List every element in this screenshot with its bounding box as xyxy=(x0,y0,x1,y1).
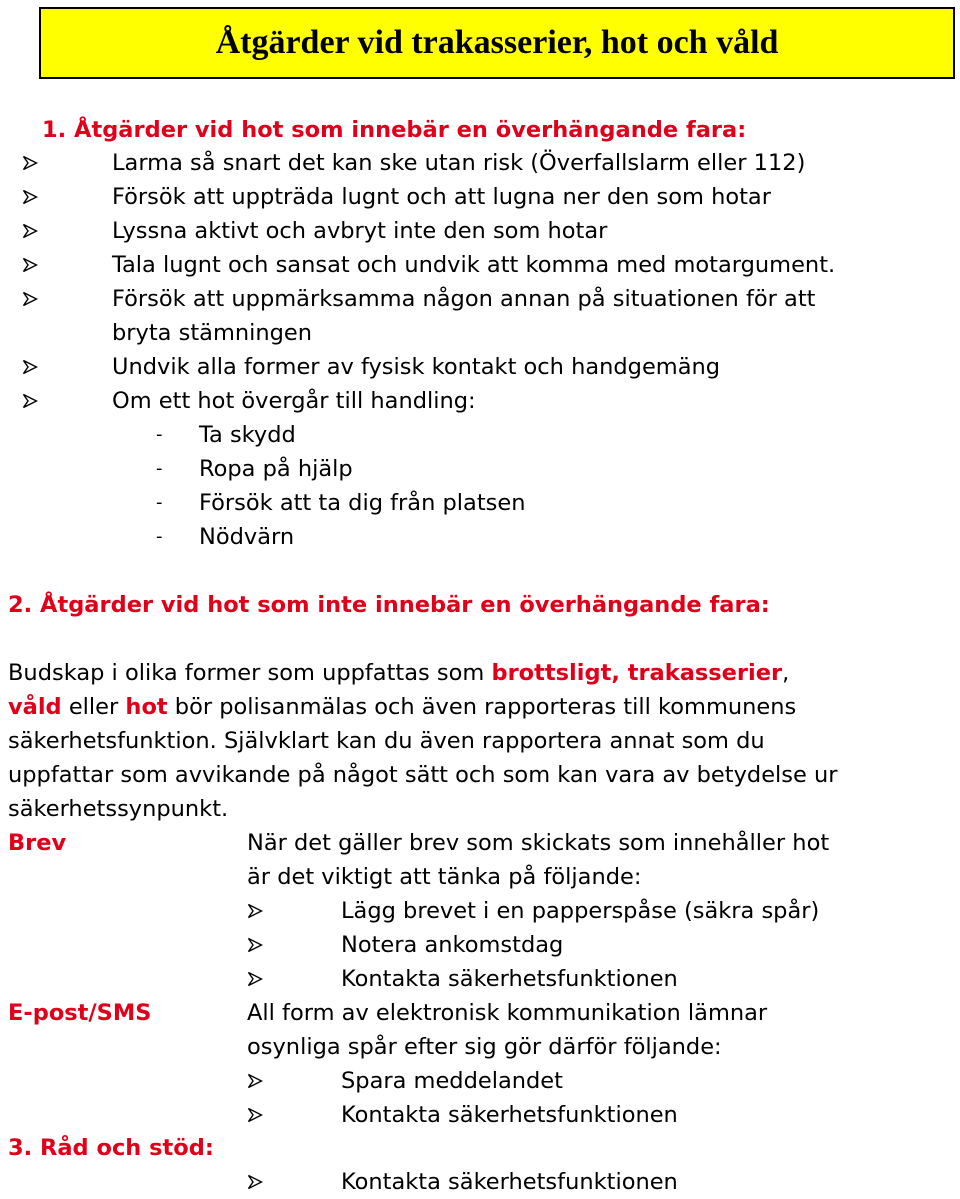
paragraph-text: eller xyxy=(61,694,126,720)
section1-bullet: Lyssna aktivt och avbryt inte den som hotar xyxy=(112,218,608,244)
arrowhead-bullet-icon xyxy=(247,971,263,987)
section1-subitem: Ropa på hjälp xyxy=(199,456,353,482)
section1-bullet: Försök att uppträda lugnt och att lugna ner den som hotar xyxy=(112,184,771,210)
brev-text: När det gäller brev som skickats som innehåller hot xyxy=(247,830,830,856)
section1-bullet: Undvik alla former av fysisk kontakt och handgemäng xyxy=(112,354,721,380)
section2-paragraph-line: säkerhetssynpunkt. xyxy=(8,796,229,822)
arrowhead-bullet-icon xyxy=(22,359,38,375)
section1-bullet-continuation: bryta stämningen xyxy=(112,320,313,346)
section1-heading: 1. Åtgärder vid hot som innebär en överhängande fara: xyxy=(42,117,747,143)
section3-bullet: Kontakta säkerhetsfunktionen xyxy=(341,1169,678,1195)
arrowhead-bullet-icon xyxy=(247,1073,263,1089)
section2-paragraph-line xyxy=(8,656,789,690)
arrowhead-bullet-icon xyxy=(247,1174,263,1190)
arrowhead-bullet-icon xyxy=(22,257,38,273)
arrowhead-bullet-icon xyxy=(22,393,38,409)
emphasis-crime: brottsligt, trakasserier xyxy=(491,660,783,686)
page-title: Åtgärder vid trakasserier, hot och våld xyxy=(215,24,779,61)
emphasis-violence: våld xyxy=(8,694,62,720)
title-box xyxy=(39,7,955,79)
section1-bullet: Larma så snart det kan ske utan risk (Överfallslarm eller 112) xyxy=(112,150,806,176)
brev-text: är det viktigt att tänka på följande: xyxy=(247,864,642,890)
arrowhead-bullet-icon xyxy=(22,291,38,307)
epost-label: E-post/SMS xyxy=(8,1000,152,1026)
section1-subitem: Ta skydd xyxy=(199,422,296,448)
sub-item-dash: - xyxy=(156,492,163,513)
paragraph-text: Budskap i olika former som uppfattas som xyxy=(8,660,492,686)
section1-bullet: Försök att uppmärksamma någon annan på situationen för att xyxy=(112,286,816,312)
arrowhead-bullet-icon xyxy=(22,155,38,171)
emphasis-threat: hot xyxy=(125,694,168,720)
paragraph-text: bör polisanmälas och även rapporteras till kommunens xyxy=(167,694,797,720)
section1-bullet: Om ett hot övergår till handling: xyxy=(112,388,476,414)
arrowhead-bullet-icon xyxy=(247,1107,263,1123)
sub-item-dash: - xyxy=(156,526,163,547)
section1-subitem: Försök att ta dig från platsen xyxy=(199,490,526,516)
brev-bullet: Lägg brevet i en papperspåse (säkra spår) xyxy=(341,898,820,924)
sub-item-dash: - xyxy=(156,458,163,479)
epost-bullet: Kontakta säkerhetsfunktionen xyxy=(341,1102,678,1128)
section2-paragraph-line: uppfattar som avvikande på något sätt och som kan vara av betydelse ur xyxy=(8,762,838,788)
brev-bullet: Kontakta säkerhetsfunktionen xyxy=(341,966,678,992)
brev-label: Brev xyxy=(8,830,67,856)
epost-bullet: Spara meddelandet xyxy=(341,1068,563,1094)
section1-bullet: Tala lugnt och sansat och undvik att komma med motargument. xyxy=(112,252,836,278)
section1-subitem: Nödvärn xyxy=(199,524,295,550)
brev-bullet: Notera ankomstdag xyxy=(341,932,564,958)
arrowhead-bullet-icon xyxy=(247,903,263,919)
epost-text: osynliga spår efter sig gör därför följande: xyxy=(247,1034,722,1060)
sub-item-dash: - xyxy=(156,424,163,445)
arrowhead-bullet-icon xyxy=(247,937,263,953)
epost-text: All form av elektronisk kommunikation lämnar xyxy=(247,1000,768,1026)
section3-heading: 3. Råd och stöd: xyxy=(8,1135,214,1161)
section2-paragraph-line xyxy=(8,690,796,724)
section2-heading: 2. Åtgärder vid hot som inte innebär en överhängande fara: xyxy=(8,592,770,618)
section2-paragraph-line: säkerhetsfunktion. Självklart kan du även rapportera annat som du xyxy=(8,728,765,754)
arrowhead-bullet-icon xyxy=(22,189,38,205)
arrowhead-bullet-icon xyxy=(22,223,38,239)
paragraph-text: , xyxy=(782,660,790,686)
